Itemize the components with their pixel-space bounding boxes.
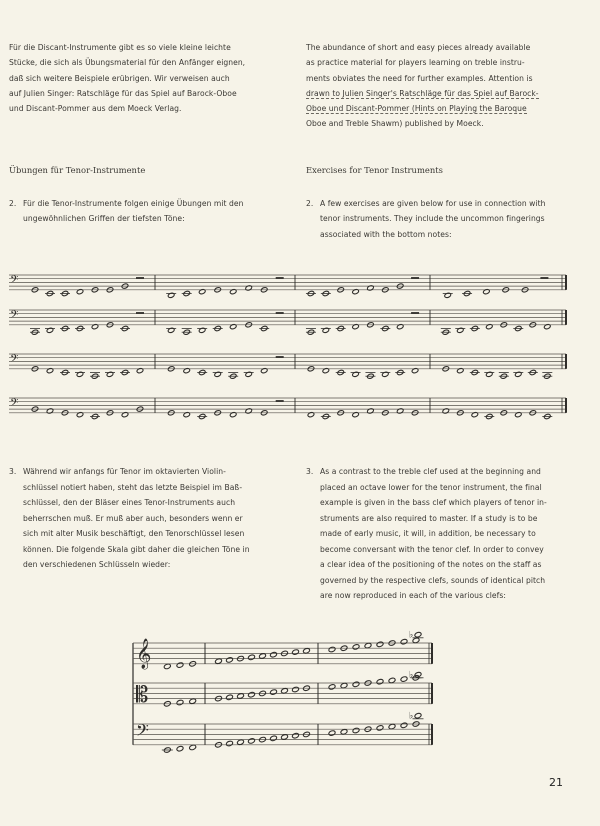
whole-note <box>328 684 336 690</box>
whole-note <box>215 658 223 664</box>
section3-number-en: 3. <box>306 467 314 476</box>
whole-note <box>270 689 278 695</box>
text-line: as practice material for players learning on treble instru- <box>306 58 525 68</box>
whole-rest <box>411 312 419 314</box>
section2-number-en: 2. <box>306 199 314 208</box>
text-line: Stücke, die sich als Übungsmaterial für den Anfänger eignen, <box>9 58 246 68</box>
whole-note <box>400 639 408 645</box>
text-line: Oboe und Discant-Pommer (Hints on Playing the Baroque <box>306 104 527 114</box>
flat-icon: ♭ <box>409 630 414 641</box>
text-line: The abundance of short and easy pieces already available <box>306 43 531 52</box>
text-line: a clear idea of the positioning of the notes on the staff as <box>320 560 542 569</box>
section3-number-de: 3. <box>9 467 17 476</box>
whole-rest <box>276 356 284 358</box>
whole-note <box>292 733 300 739</box>
text-line: ungewöhnlichen Griffen der tiefsten Töne: <box>23 214 185 224</box>
whole-rest <box>276 400 284 402</box>
whole-note <box>388 677 396 683</box>
text-line: Für die Discant-Instrumente gibt es so viele kleine leichte <box>9 43 231 52</box>
whole-note <box>248 738 256 744</box>
bass-clef-icon: 𝄢 <box>10 353 19 368</box>
whole-note <box>163 663 171 669</box>
text-line: become conversant with the tenor clef. In order to convey <box>320 544 544 554</box>
text-line: Oboe and Treble Shawm) published by Moeck. <box>306 119 484 129</box>
whole-note <box>414 671 422 677</box>
text-line: den verschiedenen Schlüsseln wieder: <box>23 560 171 569</box>
whole-note <box>376 641 384 647</box>
whole-note <box>414 712 422 718</box>
treble-clef-icon: 𝄞 <box>136 639 152 669</box>
whole-note <box>352 644 360 650</box>
text-line: schlüssel notiert haben, steht das letzte Beispiel im Baß- <box>23 482 243 492</box>
text-line: auf Julien Singer: Ratschläge für das Spiel auf Barock-Oboe <box>9 88 237 98</box>
heading-german: Übungen für Tenor-Instrumente <box>9 165 146 175</box>
whole-note <box>176 746 184 752</box>
flat-icon: ♭ <box>409 670 414 681</box>
whole-note <box>340 682 348 688</box>
text-line: made of early music, it will, in addition, be necessary to <box>320 529 536 538</box>
text-line: drawn to Julien Singer's Ratschläge für das Spiel auf Barock- <box>306 88 539 98</box>
whole-rest <box>276 312 284 314</box>
whole-note <box>400 676 408 682</box>
text-line: As a contrast to the treble clef used at the beginning and <box>320 467 541 476</box>
whole-note <box>270 652 278 658</box>
whole-rest <box>276 277 284 279</box>
whole-note <box>226 740 234 746</box>
alto-clef-icon: 𝄡 <box>136 683 149 708</box>
bass-clef-icon: 𝄢 <box>10 397 19 412</box>
whole-note <box>400 722 408 728</box>
whole-rest <box>411 277 419 279</box>
whole-note <box>303 648 311 654</box>
whole-note <box>237 693 245 699</box>
whole-note <box>352 727 360 733</box>
whole-note <box>340 729 348 735</box>
whole-note <box>328 646 336 652</box>
text-line: tenor instruments. They include the uncommon fingerings <box>320 214 545 224</box>
text-line: können. Die folgende Skala gibt daher die gleichen Töne in <box>23 544 250 554</box>
whole-note <box>270 735 278 741</box>
text-line: associated with the bottom notes: <box>320 229 452 239</box>
text-line: Für die Tenor-Instrumente folgen einige Übungen mit den <box>23 199 244 208</box>
whole-note <box>248 654 256 660</box>
whole-note <box>328 730 336 736</box>
whole-note <box>292 686 300 692</box>
whole-note <box>176 662 184 668</box>
whole-note <box>292 649 300 655</box>
whole-note <box>226 657 234 663</box>
whole-note <box>376 679 384 685</box>
whole-note <box>388 723 396 729</box>
text-line: daß sich weitere Beispiele erübrigen. Wir verweisen auch <box>9 73 230 83</box>
whole-rest <box>136 312 144 314</box>
whole-note <box>414 631 422 637</box>
heading-english: Exercises for Tenor Instruments <box>306 165 443 175</box>
bass-clef-icon: 𝄢 <box>10 274 19 289</box>
whole-note <box>237 739 245 745</box>
text-line: are now reproduced in each of the various clefs: <box>320 591 506 600</box>
text-line: und Discant-Pommer aus dem Moeck Verlag. <box>9 104 182 114</box>
whole-note <box>226 694 234 700</box>
flat-icon: ♭ <box>409 711 414 722</box>
text-line: Während wir anfangs für Tenor im oktavierten Violin- <box>23 467 226 476</box>
whole-rest <box>136 277 144 279</box>
whole-note <box>248 692 256 698</box>
whole-note <box>189 698 197 704</box>
text-line: beherrschen muß. Er muß aber auch, besonders wenn er <box>23 513 243 523</box>
text-line: A few exercises are given below for use in connection with <box>320 199 546 208</box>
bass-clef-icon: 𝄢 <box>136 720 149 744</box>
whole-note <box>176 699 184 705</box>
text-line: example is given in the bass clef which players of tenor in- <box>320 498 547 507</box>
whole-note <box>259 653 267 659</box>
whole-note <box>352 681 360 687</box>
text-line: schlüssel, den der Bläser eines Tenor-Instruments auch <box>23 498 236 507</box>
whole-rest <box>540 277 548 279</box>
page-number: 21 <box>549 776 563 789</box>
text-line: sich mit alter Musik beschäftigt, den Tenorschlüssel lesen <box>23 529 245 538</box>
whole-note <box>189 744 197 750</box>
text-line: placed an octave lower for the tenor instrument, the final <box>320 482 542 492</box>
text-line: governed by the respective clefs, sounds of identical pitch <box>320 575 546 585</box>
whole-note <box>281 734 289 740</box>
text-line: struments are also required to master. If a study is to be <box>320 513 538 523</box>
whole-note <box>364 642 372 648</box>
whole-note <box>281 688 289 694</box>
text-line: ments obviates the need for further examples. Attention is <box>306 73 533 83</box>
whole-note <box>376 725 384 731</box>
bass-clef-icon: 𝄢 <box>10 309 19 324</box>
section2-number-de: 2. <box>9 199 17 208</box>
